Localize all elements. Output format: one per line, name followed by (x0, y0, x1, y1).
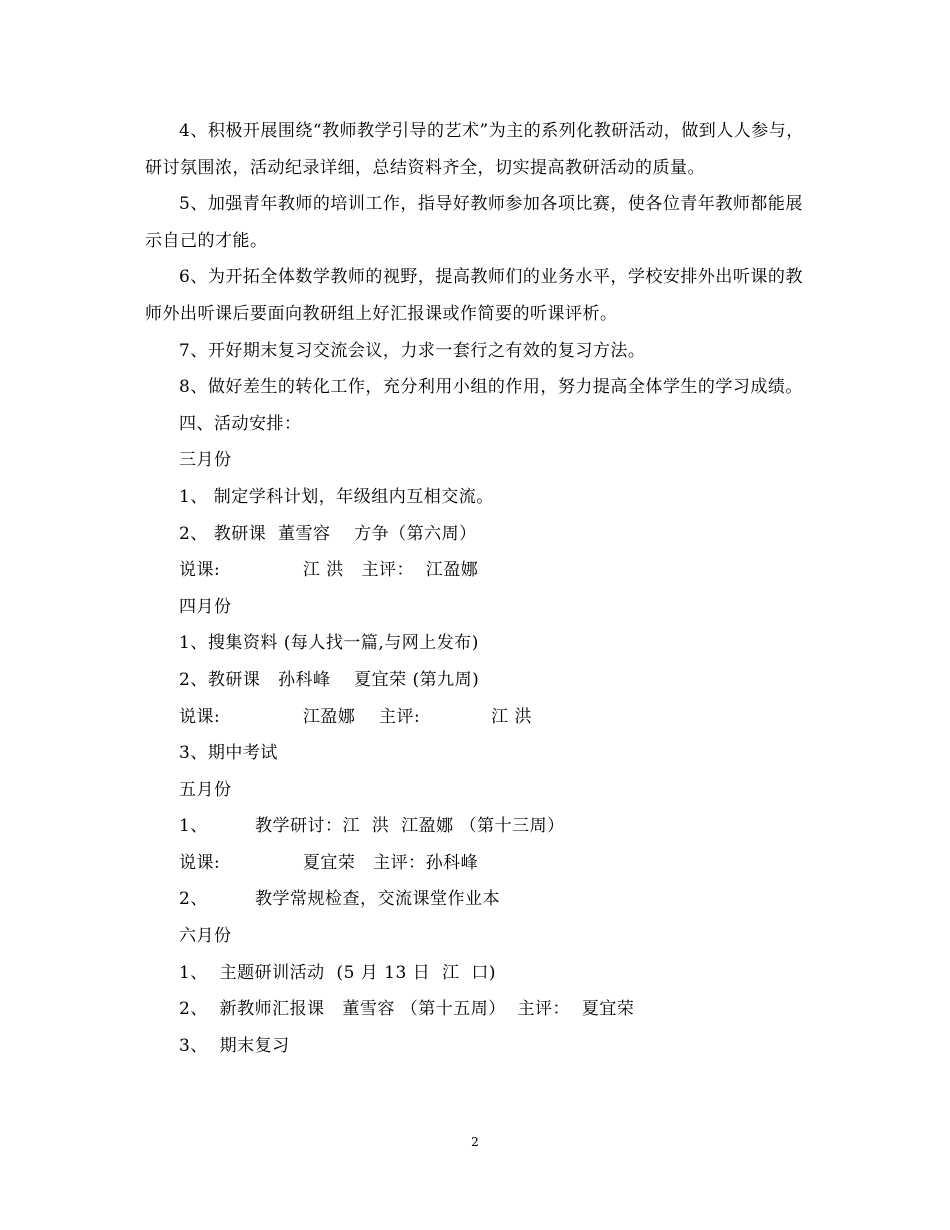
schedule-line: 1、 教学研讨：江 洪 江盈娜 （第十三周） (179, 816, 565, 837)
paragraph: 6、为开拓全体数学教师的视野，提高教师们的业务水平，学校安排外出听课的教师外出听课后要面向教研组上好汇报课或作简要的听课评析。 (145, 267, 803, 324)
section-heading: 四、活动安排： (179, 413, 302, 434)
schedule-line: 2、 教研课 董雪容 方争（第六周） (179, 523, 477, 544)
page-number: 2 (471, 1135, 479, 1149)
document-body (145, 113, 810, 1064)
schedule-line: 2、 教学常规检查，交流课堂作业本 (179, 889, 501, 910)
month-heading: 四月份 (179, 596, 232, 617)
month-heading: 五月份 (179, 779, 232, 800)
month-heading: 六月份 (179, 926, 232, 947)
schedule-line: 2、教研课 孙科峰 夏宜荣 (第九周) (179, 669, 480, 690)
schedule-line: 3、 期末复习 (179, 1035, 290, 1056)
schedule-line: 3、期中考试 (179, 743, 278, 764)
paragraph: 7、开好期末复习交流会议，力求一套行之有效的复习方法。 (179, 340, 646, 361)
schedule-line: 1、 主题研训活动 (5 月 13 日 江 口) (179, 962, 496, 983)
paragraph: 8、做好差生的转化工作，充分利用小组的作用，努力提高全体学生的学习成绩。 (179, 377, 803, 398)
schedule-line: 1、搜集资料 (每人找一篇,与网上发布) (179, 633, 479, 654)
schedule-line: 1、 制定学科计划，年级组内互相交流。 (179, 486, 494, 507)
paragraph: 4、积极开展围绕“教师教学引导的艺术”为主的系列化教研活动，做到人人参与，研讨氛围浓，活动纪录详细，总结资料齐全，切实提高教研活动的质量。 (145, 121, 804, 178)
schedule-line: 说课: 夏宜荣 主评：孙科峰 (179, 852, 479, 873)
month-heading: 三月份 (179, 450, 232, 471)
schedule-line: 说课: 江盈娜 主评: 江 洪 (179, 706, 532, 727)
schedule-line: 2、 新教师汇报课 董雪容 （第十五周） 主评： 夏宜荣 (179, 999, 635, 1020)
schedule-line: 说课: 江 洪 主评： 江盈娜 (179, 560, 479, 581)
paragraph: 5、加强青年教师的培训工作，指导好教师参加各项比赛，使各位青年教师都能展示自己的才能。 (145, 194, 803, 251)
